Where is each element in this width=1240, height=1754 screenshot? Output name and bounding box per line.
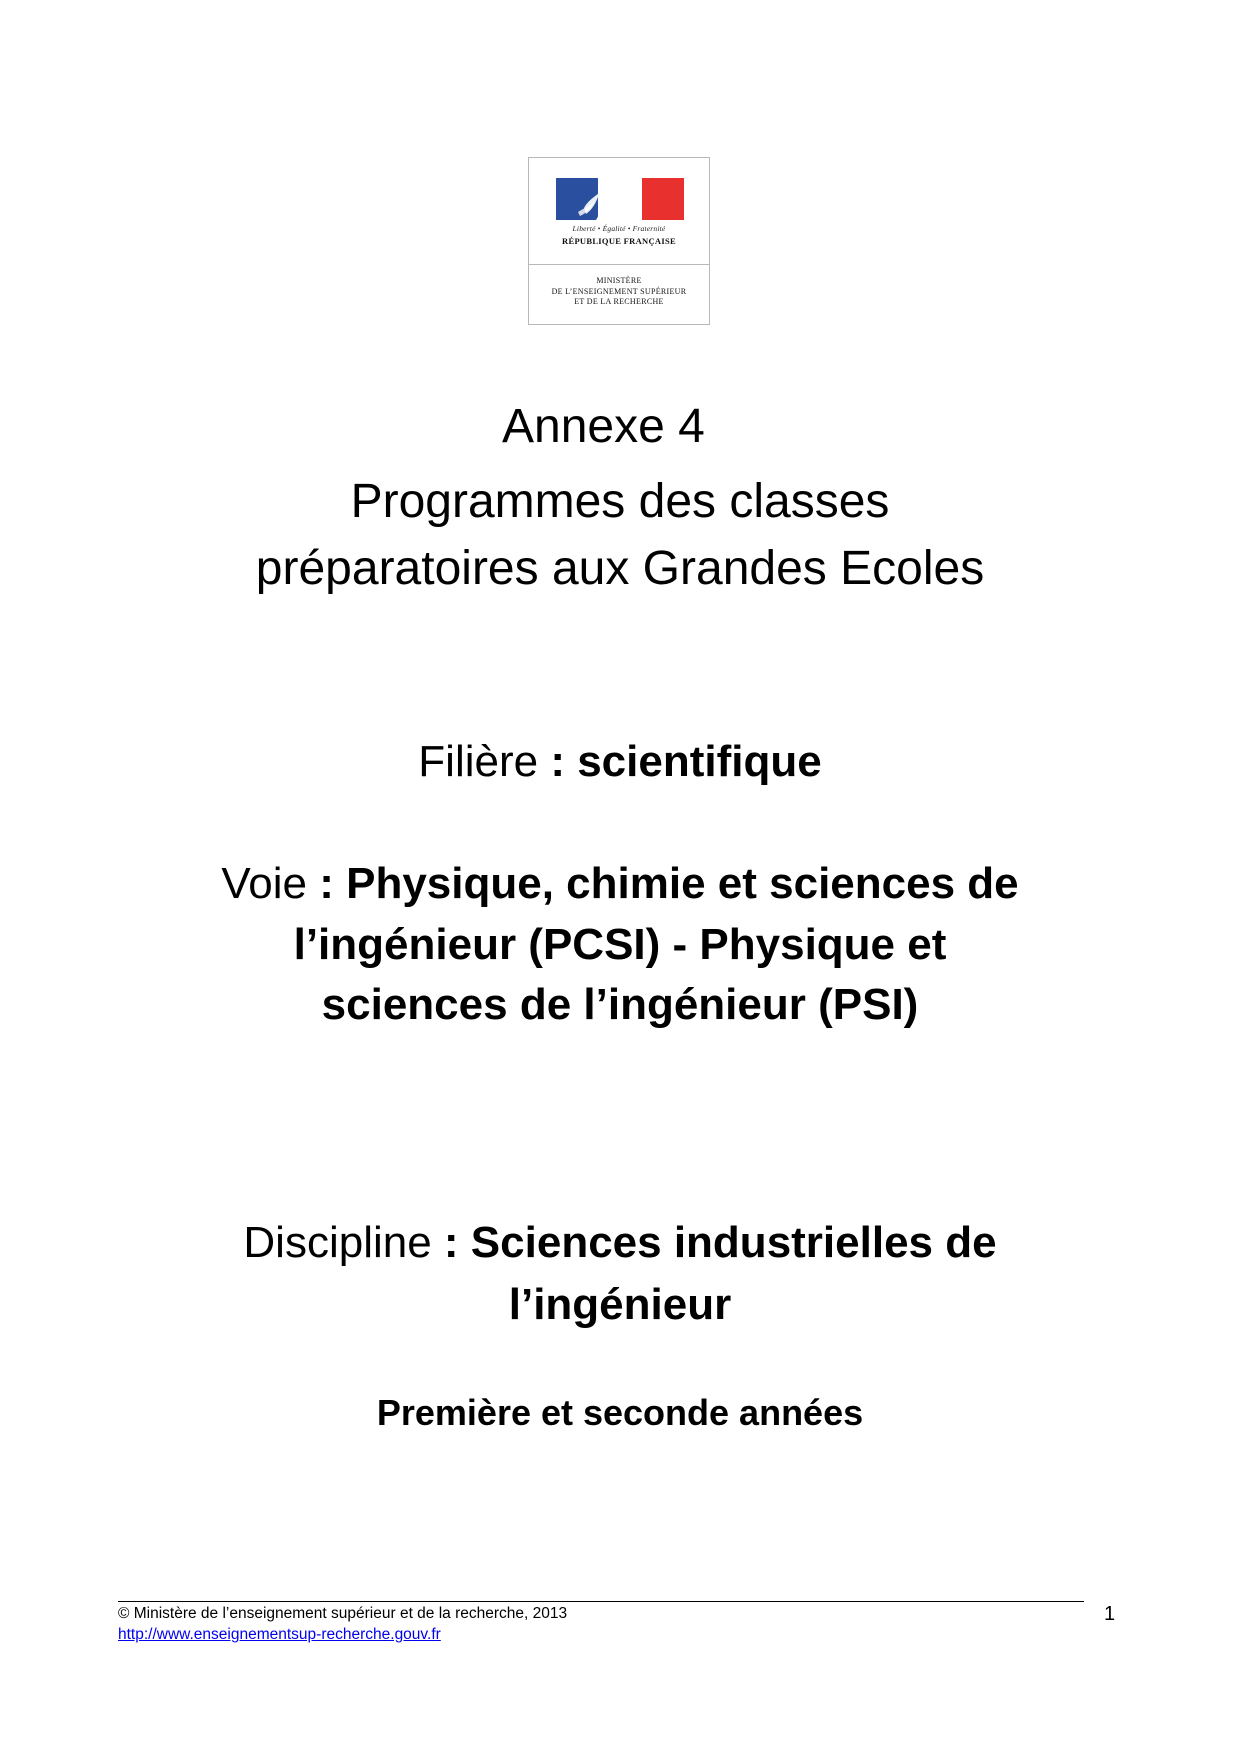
logo-divider bbox=[529, 264, 709, 265]
discipline-line1 bbox=[0, 1218, 1240, 1267]
logo-ministry bbox=[529, 276, 709, 308]
voie-label: Voie bbox=[221, 859, 307, 908]
footer-website-link[interactable]: http://www.enseignementsup-recherche.gouv.fr bbox=[118, 1626, 441, 1643]
filiere-value: : scientifique bbox=[538, 737, 822, 786]
page-number: 1 bbox=[1104, 1603, 1116, 1625]
logo-ministry-line: ET DE LA RECHERCHE bbox=[574, 297, 664, 306]
discipline-line2 bbox=[0, 1280, 1240, 1329]
footer-copyright: © Ministère de l’enseignement supérieur et de la recherche, 2013 bbox=[118, 1605, 568, 1622]
annexe-title: Annexe 4 bbox=[502, 400, 705, 453]
voie-line3 bbox=[0, 980, 1240, 1029]
logo-republic: RÉPUBLIQUE FRANÇAISE bbox=[562, 236, 676, 246]
voie-line1 bbox=[0, 859, 1240, 908]
voie-value-line3: sciences de l’ingénieur (PSI) bbox=[321, 980, 919, 1029]
ministry-logo bbox=[528, 157, 710, 325]
logo-motto: Liberté • Égalité • Fraternité bbox=[572, 224, 666, 233]
years-subtitle: Première et seconde années bbox=[376, 1392, 864, 1433]
voie-value-line2: l’ingénieur (PCSI) - Physique et bbox=[293, 920, 947, 969]
filiere-label: Filière bbox=[418, 737, 539, 786]
discipline-value-line2: l’ingénieur bbox=[508, 1280, 732, 1329]
logo-ministry-line: DE L’ENSEIGNEMENT SUPÉRIEUR bbox=[551, 286, 687, 296]
discipline-value-line1: : Sciences industrielles de bbox=[431, 1218, 997, 1267]
logo-ministry-line: MINISTÈRE bbox=[596, 276, 642, 285]
program-title-line2: préparatoires aux Grandes Ecoles bbox=[255, 542, 985, 595]
marianne-flag-icon bbox=[556, 178, 684, 220]
program-title-line1: Programmes des classes bbox=[350, 475, 890, 528]
footer-divider bbox=[118, 1601, 1084, 1602]
filiere-line bbox=[0, 737, 1240, 786]
flag-red-band bbox=[642, 178, 684, 220]
voie-line2 bbox=[0, 920, 1240, 969]
voie-value-line1: : Physique, chimie et sciences de bbox=[307, 859, 1019, 908]
discipline-label: Discipline bbox=[243, 1218, 432, 1267]
